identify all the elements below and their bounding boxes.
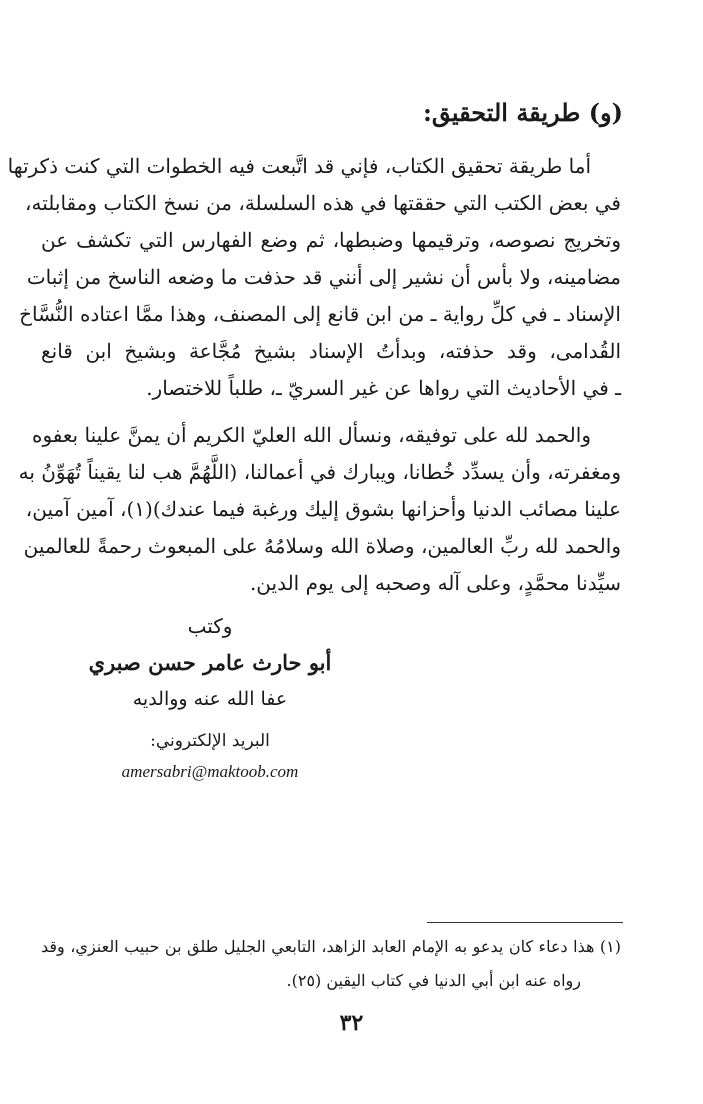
email-address: amersabri@maktoob.com xyxy=(121,762,299,781)
paragraph-2-line: علينا مصائب الدنيا وأحزانها بشوق إليك ورغبة فيما عندك)(١)، آمين آمين، xyxy=(25,497,621,521)
body-text xyxy=(7,148,621,602)
paragraph-2-line: والحمد لله ربِّ العالمين، وصلاة الله وسلامُهُ على المبعوث رحمةً للعالمين xyxy=(23,534,621,558)
signature-wrote: وكتب xyxy=(187,614,233,638)
paragraph-2-line: ومغفرته، وأن يسدِّد خُطانا، ويبارك في أعمالنا، (اللَّهُمَّ هب لنا يقيناً تُهَوِّنُ به xyxy=(18,460,621,484)
paragraph-1-line: الإسناد ـ في كلِّ رواية ـ من ابن قانع إلى المصنف، وهذا ممَّا اعتاده النُّسَّاخ xyxy=(19,302,621,326)
author-name: أبو حارث عامر حسن صبري xyxy=(88,650,332,675)
paragraph-1-line: القُدامى، وقد حذفته، وبدأتُ الإسناد بشيخ مُجَّاعة وبشيخ ابن قانع xyxy=(41,339,621,363)
paragraph-1-line: ـ في الأحاديث التي رواها عن غير السريّ ـ، طلباً للاختصار. xyxy=(146,376,621,400)
footnote xyxy=(41,930,621,998)
paragraph-1-line: أما طريقة تحقيق الكتاب، فإني قد اتَّبعت فيه الخطوات التي كنت ذكرتها xyxy=(7,154,591,178)
paragraph-1-line: وتخريج نصوصه، وترقيمها وضبطها، ثم وضع الفهارس التي تكشف عن xyxy=(41,228,621,252)
paragraph-1-line: مضامينه، ولا بأس أن نشير إلى أنني قد حذفت ما وضعه الناسخ من إثبات xyxy=(26,265,621,289)
paragraph-1-line: في بعض الكتب التي حققتها في هذه السلسلة، من نسخ الكتاب ومقابلته، xyxy=(25,191,621,215)
footnote-divider xyxy=(427,922,623,923)
email-label: البريد الإلكتروني: xyxy=(150,731,270,751)
section-heading: (و) طريقة التحقيق: xyxy=(422,98,623,127)
paragraph-2-line: سيِّدنا محمَّدٍ، وعلى آله وصحبه إلى يوم الدين. xyxy=(249,571,621,595)
paragraph-2-line: والحمد لله على توفيقه، ونسأل الله العليّ الكريم أن يمنَّ علينا بعفوه xyxy=(31,423,591,447)
footnote-line: (١) هذا دعاء كان يدعو به الإمام العابد الزاهد، التابعي الجليل طلق بن حبيب العنزي، وقد xyxy=(41,937,621,956)
author-prayer: عفا الله عنه ووالديه xyxy=(132,688,288,710)
page-number: ٣٢ xyxy=(339,1010,364,1036)
footnote-line: رواه عنه ابن أبي الدنيا في كتاب اليقين (٢٥). xyxy=(286,971,581,990)
